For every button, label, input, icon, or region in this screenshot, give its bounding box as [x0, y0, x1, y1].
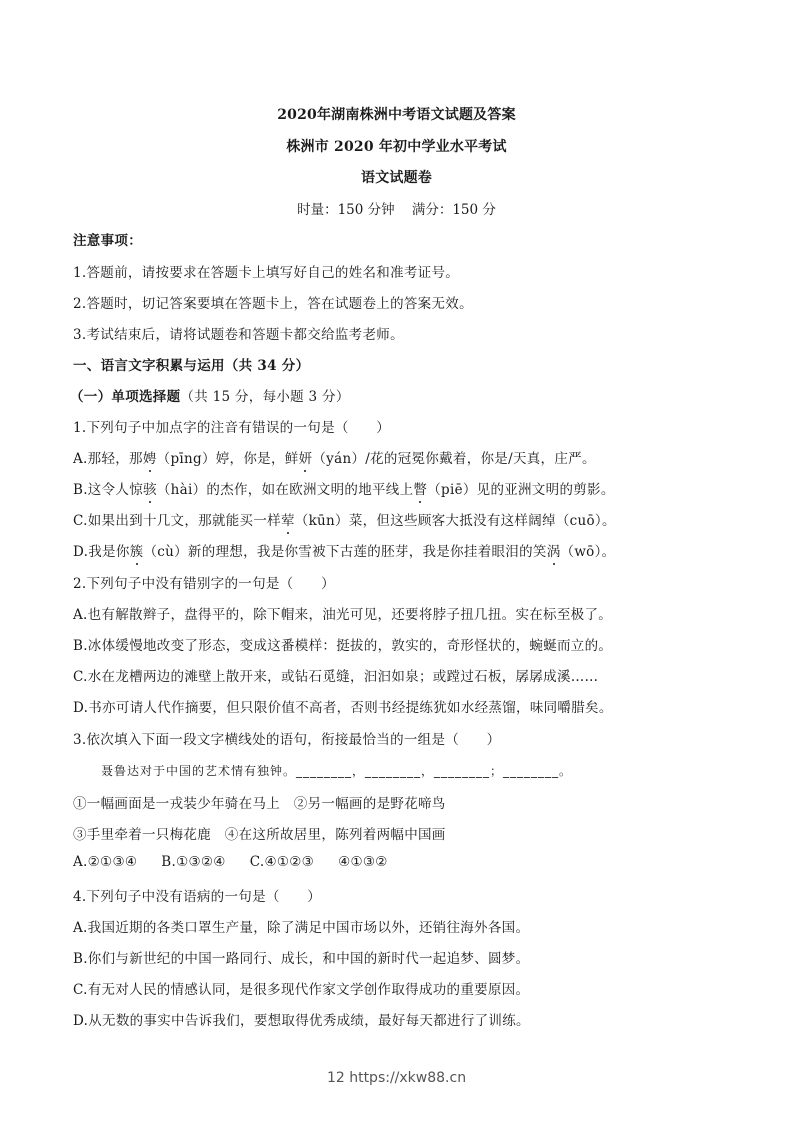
question-option: A.也有解散辫子，盘得平的，除下帽来，油光可见，还要将脖子扭几扭。实在标至极了。: [73, 607, 613, 623]
dotted-char: 妍: [299, 447, 313, 467]
option-text: （cù）新的理想，我是你雪被下古莲的胚芽，我是你挂着眼泪的笑: [143, 544, 547, 560]
question-option: [73, 540, 615, 560]
dotted-char: 瞥: [413, 478, 427, 498]
time-info: 时量：150 分钟 满分：150 分: [297, 202, 496, 218]
question-option: [73, 478, 615, 498]
option-text: A.那轻，那: [73, 451, 143, 467]
section-heading: 一、语言文字积累与运用（共 34 分）: [73, 358, 310, 374]
paper-name: 语文试题卷: [361, 170, 432, 186]
option-text: C.如果出到十几文，那就能买一样: [73, 513, 281, 529]
question-option: D.书亦可请人代作摘要，但只限价值不高者，否则书经提练犹如水经蒸馏，味同嚼腊矣。: [73, 700, 613, 716]
question-option: B.冰体缓慢地改变了形态，变成这番模样：挺拔的，敦实的，奇形怪状的，蜿蜒而立的。: [73, 638, 613, 654]
question-option: A.②①③④: [73, 854, 138, 870]
question-option: [73, 509, 616, 529]
question-stem: 1.下列句子中加点字的注音有错误的一句是（ ）: [73, 420, 391, 436]
question-stem: 2.下列句子中没有错别字的一句是（ ）: [73, 576, 335, 592]
option-text: B.这令人惊: [73, 482, 144, 498]
option-text: （wō）。: [560, 544, 616, 560]
question-option: D.从无数的事实中告诉我们，要想取得优秀成绩，最好每天都进行了训练。: [73, 1013, 530, 1029]
question-option: C.有无对人民的情感认同，是很多现代作家文学创作取得成功的重要原因。: [73, 982, 530, 998]
dotted-char: 荤: [281, 509, 295, 529]
sentence-choices: ③手里牵着一只梅花鹿 ④在这所故居里，陈列着两幅中国画: [73, 827, 446, 843]
dotted-char: 簇: [130, 540, 144, 560]
notice-item: 3.考试结束后，请将试题卷和答题卡都交给监考老师。: [73, 327, 404, 343]
notice-heading: 注意事项：: [73, 233, 142, 249]
sub-section-heading: [70, 385, 350, 405]
dotted-char: 骇: [143, 478, 157, 498]
question-option: [73, 447, 596, 467]
question-option: ④①③②: [338, 854, 388, 870]
option-text: （kūn）菜，但这些顾客大抵没有这样阔绰（cuō）。: [294, 513, 616, 529]
question-option: B.①③②④: [161, 854, 226, 870]
question-option: A.我国近期的各类口罩生产量，除了满足中国市场以外，还销往海外各国。: [73, 920, 530, 936]
option-text: （pīng）婷，你是，鲜: [156, 451, 299, 467]
question-option: B.你们与新世纪的中国一路同行、成长，和中国的新时代一起追梦、圆梦。: [73, 951, 530, 967]
option-text: （yán）/花的冠冕你戴着，你是/天真，庄严。: [312, 451, 596, 467]
question-option: C.④①②③: [249, 854, 315, 870]
question-option: C.水在龙槽两边的滩壁上散开来，或钻石觅缝，汩汩如泉；或蹚过石板，孱孱成溪……: [73, 669, 599, 685]
notice-item: 2.答题时，切记答案要填在答题卡上，答在试题卷上的答案无效。: [73, 296, 473, 312]
notice-item: 1.答题前，请按要求在答题卡上填写好自己的姓名和准考证号。: [73, 265, 460, 281]
document-title: 2020年湖南株洲中考语文试题及答案: [277, 107, 516, 123]
option-text: （piē）见的亚洲文明的剪影。: [427, 482, 615, 498]
sub-section-score: （共 15 分，每小题 3 分）: [180, 389, 350, 405]
sentence-choices: ①一幅画面是一戎装少年骑在马上 ②另一幅画的是野花啼鸟: [73, 796, 446, 812]
page-footer: 12 https://xkw88.cn: [326, 1070, 467, 1086]
question-passage: 聂鲁达对于中国的艺术情有独钟。________，________，________；________。: [101, 764, 573, 778]
exam-subtitle: 株洲市 2020 年初中学业水平考试: [286, 139, 507, 155]
question-stem: 4.下列句子中没有语病的一句是（ ）: [73, 889, 322, 905]
dotted-char: 涡: [547, 540, 561, 560]
option-text: D.我是你: [73, 544, 130, 560]
question-options-row: [73, 854, 388, 870]
sub-section-title: （一）单项选择题: [70, 389, 181, 405]
dotted-char: 娉: [143, 447, 157, 467]
question-stem: 3.依次填入下面一段文字横线处的语句，衔接最恰当的一组是（ ）: [73, 732, 501, 748]
option-text: （hài）的杰作，如在欧洲文明的地平线上: [156, 482, 414, 498]
